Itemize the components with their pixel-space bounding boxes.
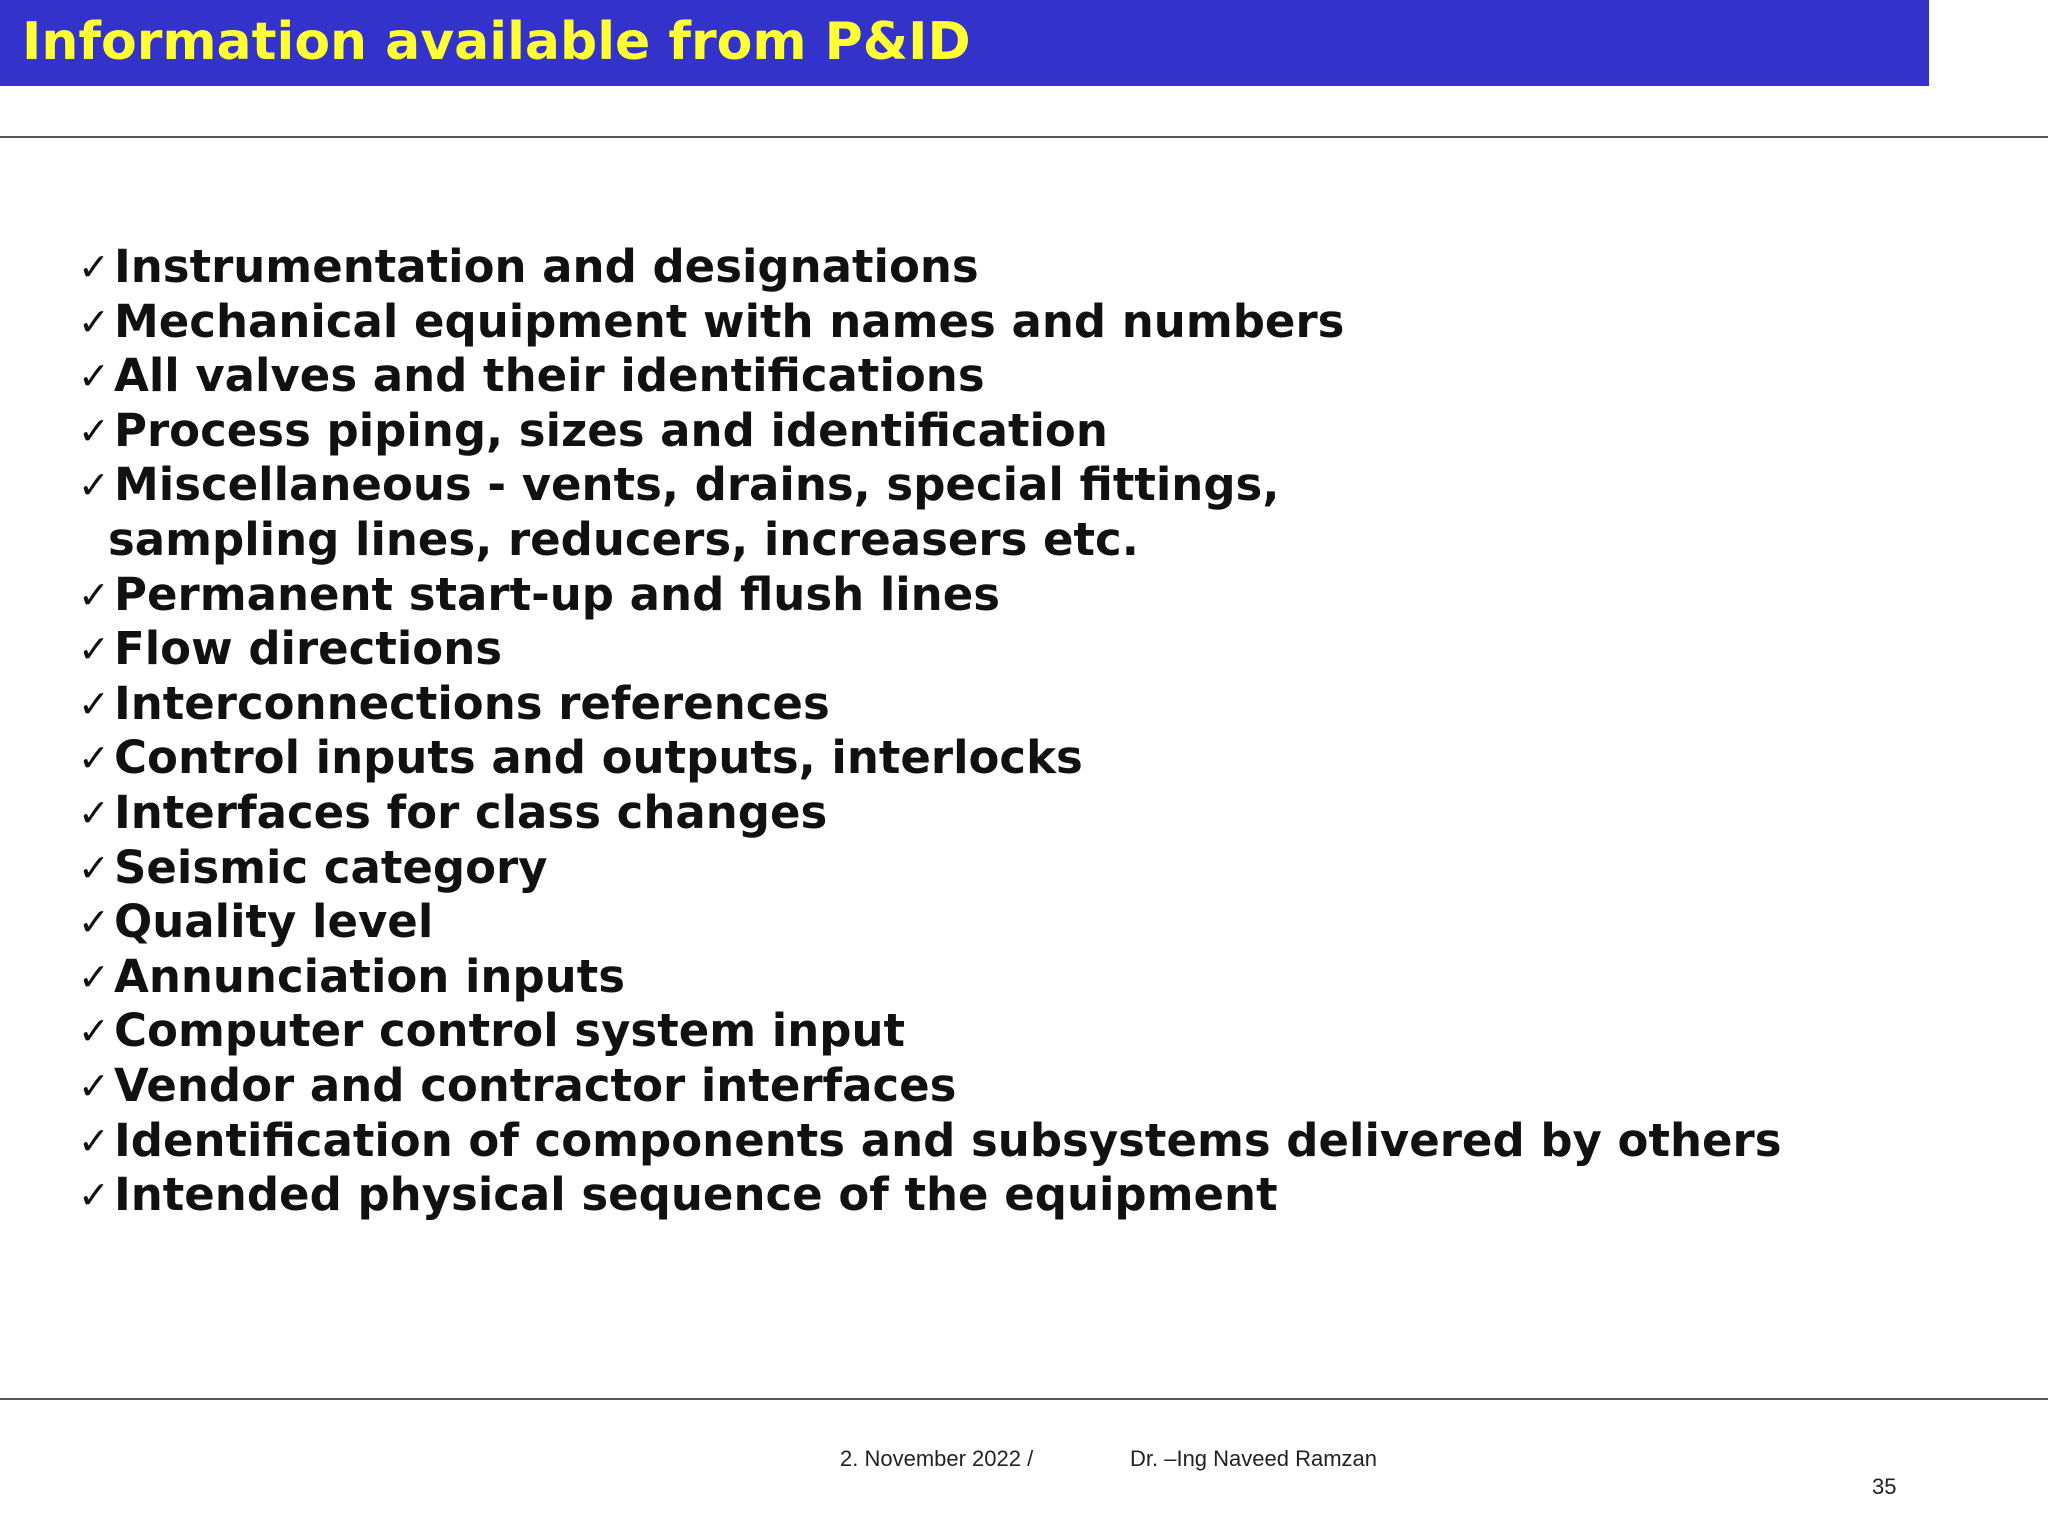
checkmark-icon: ✓	[78, 627, 110, 672]
list-item-text: Mechanical equipment with names and numbers	[114, 294, 1345, 348]
checkmark-icon: ✓	[78, 736, 110, 781]
list-item	[78, 731, 1782, 786]
list-item	[78, 841, 1782, 896]
checkmark-icon: ✓	[78, 845, 110, 890]
list-item-text: Computer control system input	[114, 1004, 906, 1058]
list-item	[78, 240, 1782, 295]
footer-author: Dr. –Ing Naveed Ramzan	[1130, 1446, 1378, 1471]
list-item-text: Intended physical sequence of the equipment	[114, 1168, 1278, 1222]
list-item-text: Process piping, sizes and identification	[114, 403, 1108, 457]
list-item-text: Interfaces for class changes	[114, 785, 828, 839]
list-item-text: Quality level	[114, 895, 434, 949]
slide-title: Information available from P&ID	[22, 12, 971, 72]
list-item	[78, 895, 1782, 950]
list-item	[78, 349, 1782, 404]
checkmark-icon: ✓	[78, 408, 110, 453]
list-item-continuation: sampling lines, reducers, increasers etc.	[108, 512, 1139, 566]
list-item	[78, 295, 1782, 350]
list-item	[78, 1114, 1782, 1169]
list-item-text: Interconnections references	[114, 676, 830, 730]
checkmark-icon: ✓	[78, 1173, 110, 1218]
list-item	[78, 950, 1782, 1005]
list-item-text: Seismic category	[114, 840, 548, 894]
list-item-text: All valves and their identifications	[114, 349, 985, 403]
list-item	[78, 1004, 1782, 1059]
checkmark-icon: ✓	[78, 1063, 110, 1108]
list-item	[78, 786, 1782, 841]
list-item	[78, 1059, 1782, 1114]
list-item-text: Flow directions	[114, 622, 503, 676]
checkmark-icon: ✓	[78, 463, 110, 508]
checkmark-icon: ✓	[78, 681, 110, 726]
checkmark-icon: ✓	[78, 572, 110, 617]
footer-date: 2. November 2022 /	[840, 1446, 1034, 1471]
list-item-text: Identification of components and subsystems delivered by others	[114, 1113, 1782, 1167]
title-bar	[0, 0, 1929, 86]
checkmark-icon: ✓	[78, 299, 110, 344]
list-item	[78, 677, 1782, 732]
list-item-text: Control inputs and outputs, interlocks	[114, 731, 1083, 785]
list-item-text: Vendor and contractor interfaces	[114, 1058, 957, 1112]
list-item-text: Miscellaneous - vents, drains, special fittings,	[114, 458, 1280, 512]
list-item	[78, 568, 1782, 623]
info-checklist	[78, 240, 1782, 1223]
checkmark-icon: ✓	[78, 790, 110, 835]
top-divider	[0, 136, 2048, 138]
checkmark-icon: ✓	[78, 354, 110, 399]
list-item	[78, 404, 1782, 459]
checkmark-icon: ✓	[78, 245, 110, 289]
checkmark-icon: ✓	[78, 1009, 110, 1054]
list-item-text: Annunciation inputs	[114, 949, 625, 1003]
checkmark-icon: ✓	[78, 1118, 110, 1163]
list-item	[78, 458, 1782, 567]
list-item-text: Instrumentation and designations	[114, 240, 979, 293]
checkmark-icon: ✓	[78, 954, 110, 999]
bottom-divider	[0, 1398, 2048, 1400]
checkmark-icon: ✓	[78, 900, 110, 945]
list-item	[78, 622, 1782, 677]
list-item-text: Permanent start-up and flush lines	[114, 567, 1001, 621]
list-item	[78, 1168, 1782, 1223]
page-number: 35	[1872, 1474, 1897, 1499]
